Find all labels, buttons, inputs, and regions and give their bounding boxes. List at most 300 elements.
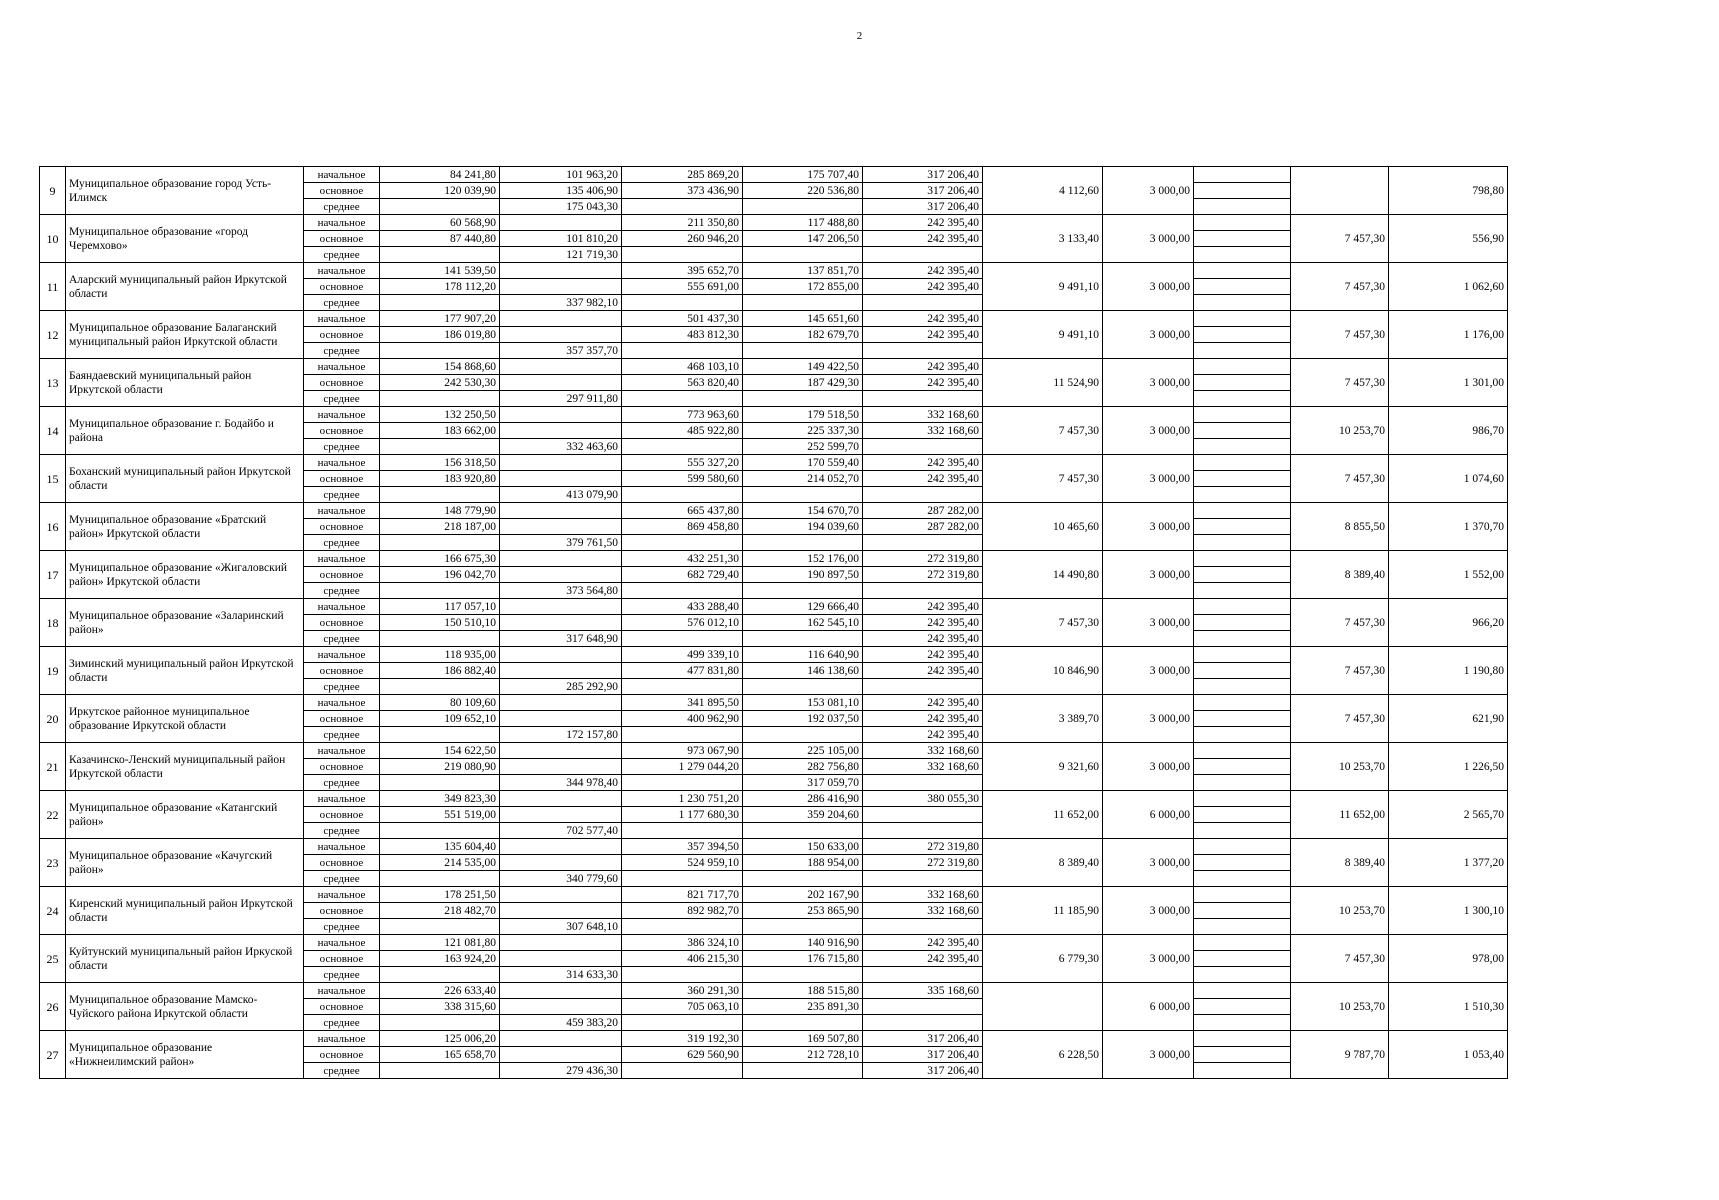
cost-value: 314 633,30 [500,967,622,983]
blank-cell [1194,775,1291,791]
value-col-8: 4 112,60 [983,167,1103,215]
blank-cell [1194,807,1291,823]
value-col-9: 3 000,00 [1103,167,1194,215]
cost-value: 145 651,60 [743,311,863,327]
cost-value: 226 633,40 [380,983,500,999]
cost-value [500,759,622,775]
cost-value: 1 279 044,20 [622,759,743,775]
cost-value [500,663,622,679]
education-level: среднее [304,199,380,215]
cost-value: 146 138,60 [743,663,863,679]
cost-value: 212 728,10 [743,1047,863,1063]
cost-value: 973 067,90 [622,743,743,759]
blank-cell [1194,855,1291,871]
blank-cell [1194,599,1291,615]
cost-value: 166 675,30 [380,551,500,567]
value-col-8: 9 491,10 [983,263,1103,311]
education-level: среднее [304,679,380,695]
table-row [40,551,1508,567]
cost-value: 357 357,70 [500,343,622,359]
value-col-9: 3 000,00 [1103,455,1194,503]
education-level: среднее [304,391,380,407]
value-col-11: 7 457,30 [1291,215,1389,263]
table-row [40,455,1508,471]
education-level: основное [304,855,380,871]
cost-value: 317 648,90 [500,631,622,647]
value-col-8: 10 465,60 [983,503,1103,551]
cost-value: 332 168,60 [863,423,983,439]
cost-value: 252 599,70 [743,439,863,455]
cost-value: 260 946,20 [622,231,743,247]
cost-value: 129 666,40 [743,599,863,615]
cost-value [500,1047,622,1063]
cost-value [863,439,983,455]
table-row [40,599,1508,615]
cost-value [622,727,743,743]
cost-value: 380 055,30 [863,791,983,807]
education-level: среднее [304,967,380,983]
education-level: основное [304,327,380,343]
value-col-12: 1 510,30 [1389,983,1508,1031]
cost-value [500,647,622,663]
value-col-11: 10 253,70 [1291,983,1389,1031]
table-row [40,311,1508,327]
cost-value: 179 518,50 [743,407,863,423]
cost-value: 459 383,20 [500,1015,622,1031]
blank-cell [1194,423,1291,439]
education-level: среднее [304,583,380,599]
education-level: начальное [304,791,380,807]
value-col-8: 7 457,30 [983,599,1103,647]
cost-value: 317 206,40 [863,1031,983,1047]
cost-value [500,711,622,727]
education-level: среднее [304,295,380,311]
row-number: 27 [40,1031,66,1079]
cost-value: 1 230 751,20 [622,791,743,807]
cost-value: 279 436,30 [500,1063,622,1079]
cost-value: 242 395,40 [863,455,983,471]
blank-cell [1194,215,1291,231]
cost-value: 152 176,00 [743,551,863,567]
cost-value: 242 395,40 [863,327,983,343]
blank-cell [1194,247,1291,263]
page-number: 2 [856,30,863,42]
cost-value: 665 437,80 [622,503,743,519]
blank-cell [1194,1047,1291,1063]
cost-value: 132 250,50 [380,407,500,423]
value-col-8: 6 228,50 [983,1031,1103,1079]
cost-value [500,311,622,327]
education-level: основное [304,519,380,535]
cost-value [622,343,743,359]
cost-value [863,535,983,551]
cost-value: 485 922,80 [622,423,743,439]
cost-value [500,551,622,567]
cost-value: 121 719,30 [500,247,622,263]
cost-value: 272 319,80 [863,855,983,871]
cost-value [622,1063,743,1079]
row-number: 16 [40,503,66,551]
blank-cell [1194,551,1291,567]
table-row [40,887,1508,903]
education-level: среднее [304,1063,380,1079]
cost-value [863,487,983,503]
blank-cell [1194,471,1291,487]
cost-value [500,503,622,519]
cost-value: 282 756,80 [743,759,863,775]
value-col-11: 7 457,30 [1291,455,1389,503]
cost-value [622,391,743,407]
blank-cell [1194,343,1291,359]
cost-value [500,807,622,823]
value-col-9: 3 000,00 [1103,743,1194,791]
cost-value [500,423,622,439]
cost-value: 468 103,10 [622,359,743,375]
cost-value: 599 580,60 [622,471,743,487]
education-level: начальное [304,551,380,567]
blank-cell [1194,183,1291,199]
cost-value: 242 530,30 [380,375,500,391]
cost-value: 395 652,70 [622,263,743,279]
value-col-12: 1 370,70 [1389,503,1508,551]
cost-value [622,631,743,647]
value-col-8: 7 457,30 [983,455,1103,503]
cost-value: 118 935,00 [380,647,500,663]
value-col-9: 3 000,00 [1103,407,1194,455]
cost-value [500,743,622,759]
row-number: 26 [40,983,66,1031]
cost-value: 60 568,90 [380,215,500,231]
value-col-12: 1 300,10 [1389,887,1508,935]
blank-cell [1194,727,1291,743]
cost-value [500,695,622,711]
value-col-11: 7 457,30 [1291,935,1389,983]
cost-value [380,775,500,791]
cost-value: 170 559,40 [743,455,863,471]
cost-value [380,247,500,263]
row-number: 18 [40,599,66,647]
value-col-12: 1 176,00 [1389,311,1508,359]
education-level: основное [304,279,380,295]
cost-value: 225 337,30 [743,423,863,439]
municipality-name: Баяндаевский муниципальный район Иркутской области [66,359,304,407]
cost-value: 117 057,10 [380,599,500,615]
cost-value: 287 282,00 [863,519,983,535]
education-level: начальное [304,167,380,183]
education-level: начальное [304,503,380,519]
cost-value: 317 206,40 [863,167,983,183]
cost-value: 154 868,60 [380,359,500,375]
value-col-11: 7 457,30 [1291,695,1389,743]
education-level: начальное [304,983,380,999]
value-col-8: 11 524,90 [983,359,1103,407]
cost-value [622,1015,743,1031]
cost-value [743,487,863,503]
blank-cell [1194,615,1291,631]
table-row [40,1031,1508,1047]
cost-value: 400 962,90 [622,711,743,727]
cost-value: 373 564,80 [500,583,622,599]
cost-value: 186 882,40 [380,663,500,679]
municipality-name: Муниципальное образование город Усть-Илимск [66,167,304,215]
blank-cell [1194,279,1291,295]
table-row [40,407,1508,423]
cost-value: 202 167,90 [743,887,863,903]
blank-cell [1194,231,1291,247]
cost-value [500,599,622,615]
blank-cell [1194,759,1291,775]
cost-value: 338 315,60 [380,999,500,1015]
cost-value: 101 810,20 [500,231,622,247]
value-col-8: 9 491,10 [983,311,1103,359]
cost-value [743,391,863,407]
cost-value: 332 168,60 [863,759,983,775]
cost-value: 183 920,80 [380,471,500,487]
cost-value: 80 109,60 [380,695,500,711]
table-row [40,503,1508,519]
cost-value: 242 395,40 [863,663,983,679]
cost-value [743,967,863,983]
value-col-9: 3 000,00 [1103,263,1194,311]
cost-value: 332 168,60 [863,743,983,759]
cost-value [743,535,863,551]
cost-value: 149 422,50 [743,359,863,375]
education-level: среднее [304,247,380,263]
cost-value [743,631,863,647]
municipality-name: Муниципальное образование «город Черемхово» [66,215,304,263]
cost-value [500,359,622,375]
blank-cell [1194,791,1291,807]
cost-value [380,1063,500,1079]
allocation-table [39,166,1508,1079]
blank-cell [1194,375,1291,391]
education-level: основное [304,183,380,199]
cost-value [743,679,863,695]
blank-cell [1194,455,1291,471]
value-col-12: 556,90 [1389,215,1508,263]
cost-value: 285 869,20 [622,167,743,183]
value-col-8: 3 133,40 [983,215,1103,263]
value-col-12: 621,90 [1389,695,1508,743]
blank-cell [1194,1031,1291,1047]
value-col-8: 14 490,80 [983,551,1103,599]
cost-value [863,679,983,695]
cost-value: 344 978,40 [500,775,622,791]
cost-value: 182 679,70 [743,327,863,343]
value-col-11: 8 855,50 [1291,503,1389,551]
cost-value: 340 779,60 [500,871,622,887]
municipality-name: Муниципальное образование «Заларинский район» [66,599,304,647]
cost-value: 196 042,70 [380,567,500,583]
cost-value [743,1063,863,1079]
education-level: начальное [304,839,380,855]
cost-value [863,919,983,935]
blank-cell [1194,311,1291,327]
row-number: 12 [40,311,66,359]
municipality-name: Казачинско-Ленский муниципальный район Иркутской области [66,743,304,791]
cost-value [863,807,983,823]
cost-value: 178 251,50 [380,887,500,903]
education-level: среднее [304,919,380,935]
cost-value: 337 982,10 [500,295,622,311]
cost-value: 357 394,50 [622,839,743,855]
cost-value: 120 039,90 [380,183,500,199]
blank-cell [1194,711,1291,727]
value-col-12: 2 565,70 [1389,791,1508,839]
cost-value [500,999,622,1015]
cost-value [500,375,622,391]
education-level: среднее [304,1015,380,1031]
cost-value [500,567,622,583]
municipality-name: Киренский муниципальный район Иркутской области [66,887,304,935]
cost-value: 117 488,80 [743,215,863,231]
cost-value: 147 206,50 [743,231,863,247]
cost-value [622,295,743,311]
cost-value: 705 063,10 [622,999,743,1015]
cost-value [380,679,500,695]
cost-value: 192 037,50 [743,711,863,727]
cost-value: 242 395,40 [863,359,983,375]
cost-value: 379 761,50 [500,535,622,551]
education-level: среднее [304,535,380,551]
value-col-12: 1 226,50 [1389,743,1508,791]
cost-value: 272 319,80 [863,567,983,583]
cost-value [743,247,863,263]
blank-cell [1194,935,1291,951]
value-col-11: 8 389,40 [1291,839,1389,887]
cost-value [500,839,622,855]
value-col-11: 7 457,30 [1291,263,1389,311]
cost-value [380,199,500,215]
municipality-name: Боханский муниципальный район Иркутской области [66,455,304,503]
cost-value: 175 707,40 [743,167,863,183]
value-col-12: 1 062,60 [1389,263,1508,311]
cost-value [743,1015,863,1031]
cost-value: 332 168,60 [863,407,983,423]
value-col-12: 978,00 [1389,935,1508,983]
cost-value [500,855,622,871]
value-col-12: 1 377,20 [1389,839,1508,887]
value-col-8: 11 185,90 [983,887,1103,935]
row-number: 17 [40,551,66,599]
education-level: основное [304,471,380,487]
value-col-8: 9 321,60 [983,743,1103,791]
cost-value: 317 206,40 [863,199,983,215]
blank-cell [1194,695,1291,711]
cost-value: 177 907,20 [380,311,500,327]
cost-value: 188 515,80 [743,983,863,999]
cost-value [863,295,983,311]
cost-value [743,583,863,599]
cost-value [863,999,983,1015]
education-level: начальное [304,215,380,231]
cost-value: 242 395,40 [863,631,983,647]
blank-cell [1194,839,1291,855]
blank-cell [1194,871,1291,887]
cost-value [380,727,500,743]
cost-value: 121 081,80 [380,935,500,951]
cost-value [380,439,500,455]
row-number: 25 [40,935,66,983]
cost-value: 821 717,70 [622,887,743,903]
cost-value: 242 395,40 [863,647,983,663]
cost-value: 297 911,80 [500,391,622,407]
table-row [40,743,1508,759]
value-col-12: 1 301,00 [1389,359,1508,407]
cost-value: 172 855,00 [743,279,863,295]
value-col-12: 966,20 [1389,599,1508,647]
education-level: начальное [304,887,380,903]
cost-value: 137 851,70 [743,263,863,279]
cost-value [380,343,500,359]
education-level: начальное [304,695,380,711]
cost-value: 178 112,20 [380,279,500,295]
cost-value: 432 251,30 [622,551,743,567]
row-number: 9 [40,167,66,215]
blank-cell [1194,407,1291,423]
cost-value [500,983,622,999]
cost-value: 183 662,00 [380,423,500,439]
value-col-8: 10 846,90 [983,647,1103,695]
cost-value [500,327,622,343]
value-col-11 [1291,167,1389,215]
cost-value: 563 820,40 [622,375,743,391]
value-col-9: 3 000,00 [1103,695,1194,743]
table-row [40,215,1508,231]
cost-value: 190 897,50 [743,567,863,583]
cost-value: 154 622,50 [380,743,500,759]
cost-value: 349 823,30 [380,791,500,807]
table-row [40,647,1508,663]
cost-value [622,535,743,551]
cost-value: 272 319,80 [863,551,983,567]
municipality-name: Муниципальное образование «Качугский район» [66,839,304,887]
education-level: начальное [304,647,380,663]
value-col-11: 10 253,70 [1291,407,1389,455]
cost-value [500,887,622,903]
cost-value [380,583,500,599]
value-col-11: 9 787,70 [1291,1031,1389,1079]
row-number: 23 [40,839,66,887]
value-col-12: 1 053,40 [1389,1031,1508,1079]
municipality-name: Муниципальное образование Балаганский муниципальный район Иркутской области [66,311,304,359]
value-col-9: 3 000,00 [1103,215,1194,263]
blank-cell [1194,583,1291,599]
cost-value: 140 916,90 [743,935,863,951]
cost-value: 682 729,40 [622,567,743,583]
cost-value: 153 081,10 [743,695,863,711]
cost-value: 242 395,40 [863,695,983,711]
cost-value: 141 539,50 [380,263,500,279]
table-row [40,359,1508,375]
value-col-9: 3 000,00 [1103,311,1194,359]
value-col-9: 3 000,00 [1103,935,1194,983]
table-row [40,935,1508,951]
cost-value [863,1015,983,1031]
value-col-11: 8 389,40 [1291,551,1389,599]
value-col-9: 3 000,00 [1103,887,1194,935]
table-row [40,983,1508,999]
cost-value: 524 959,10 [622,855,743,871]
cost-value [863,343,983,359]
cost-value [622,583,743,599]
municipality-name: Муниципальное образование «Нижнеилимский район» [66,1031,304,1079]
blank-cell [1194,903,1291,919]
value-col-9: 3 000,00 [1103,647,1194,695]
row-number: 14 [40,407,66,455]
education-level: среднее [304,823,380,839]
cost-value [500,407,622,423]
